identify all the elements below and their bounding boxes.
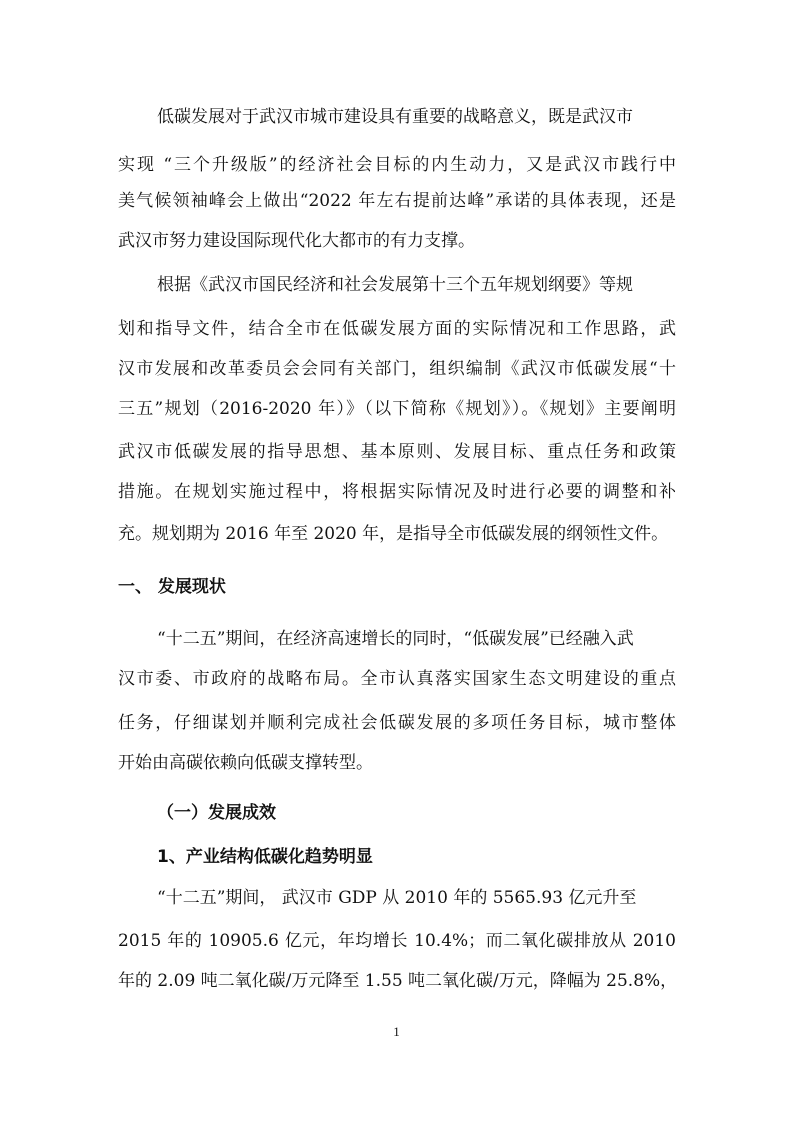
paragraph-line: 低碳发展对于武汉市城市建设具有重要的战略意义，既是武汉市: [157, 107, 633, 127]
paragraph-line: 美气候领袖峰会上做出“2022 年左右提前达峰”承诺的具体表现，还是: [118, 191, 676, 211]
page-number: 1: [393, 1024, 400, 1039]
paragraph-line: 任务，仔细谋划并顺利完成社会低碳发展的多项任务目标，城市整体: [118, 713, 676, 733]
paragraph-line: 划和指导文件，结合全市在低碳发展方面的实际情况和工作思路，武: [118, 319, 676, 339]
paragraph-line: 年的 2.09 吨二氧化碳/万元降至 1.55 吨二氧化碳/万元，降幅为 25.8%，: [118, 971, 678, 991]
paragraph-line: 措施。在规划实施过程中，将根据实际情况及时进行必要的调整和补: [118, 482, 676, 502]
paragraph-line: 根据《武汉市国民经济和社会发展第十三个五年规划纲要》等规: [157, 275, 633, 295]
paragraph-line: “十二五”期间，在经济高速增长的同时，“低碳发展”已经融入武: [157, 629, 634, 649]
paragraph-line: 汉市发展和改革委员会会同有关部门，组织编制《武汉市低碳发展“十: [118, 359, 676, 379]
paragraph-line: 武汉市低碳发展的指导思想、基本原则、发展目标、重点任务和政策: [118, 442, 676, 462]
subsection-heading: 1、产业结构低碳化趋势明显: [157, 847, 373, 867]
paragraph-line: “十二五”期间， 武汉市 GDP 从 2010 年的 5565.93 亿元升至: [157, 888, 637, 908]
paragraph-line: 实现 “三个升级版”的经济社会目标的内生动力，又是武汉市践行中: [118, 155, 676, 175]
paragraph-line: 充。规划期为 2016 年至 2020 年，是指导全市低碳发展的纲领性文件。: [118, 524, 669, 544]
paragraph-line: 汉市委、市政府的战略布局。全市认真落实国家生态文明建设的重点: [118, 669, 676, 689]
section-heading: 一、 发展现状: [118, 577, 226, 597]
paragraph-line: 2015 年的 10905.6 亿元，年均增长 10.4%；而二氧化碳排放从 2010: [118, 931, 676, 951]
paragraph-line: 武汉市努力建设国际现代化大都市的有力支撑。: [118, 231, 475, 251]
paragraph-line: 三五”规划（2016-2020 年）》（以下简称《规划》）。《规划》主要阐明: [118, 399, 676, 419]
paragraph-line: 开始由高碳依赖向低碳支撑转型。: [118, 753, 373, 773]
subsection-heading: （一）发展成效: [157, 803, 276, 823]
